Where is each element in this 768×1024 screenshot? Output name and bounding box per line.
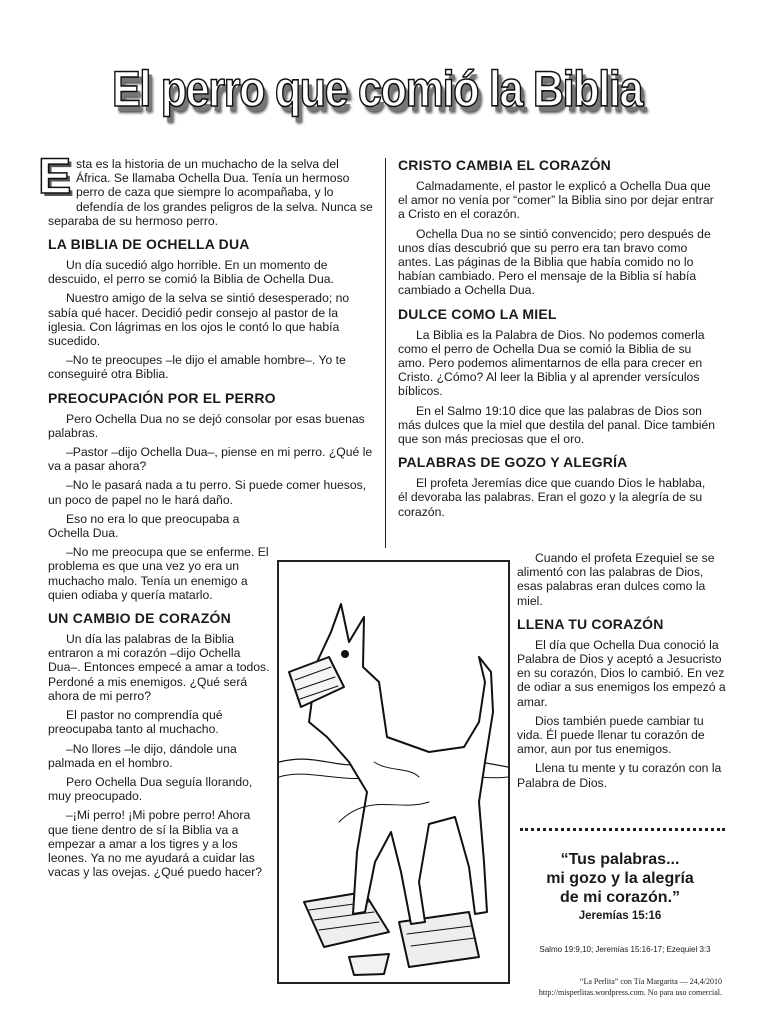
intro-paragraph [38,148,376,228]
paragraph: Dios también puede cambiar tu vida. Él puede llenar tu corazón de amor, aun por tus enemigos. [517,713,705,757]
paragraph: El pastor no comprendía qué preocupaba tanto al muchacho. [48,708,223,737]
quote-line: mi gozo y la alegría [546,870,694,887]
bible-quote [520,850,720,907]
paragraph: –No te preocupes –le dijo el amable hombre–. Yo te conseguiré otra Biblia. [48,353,346,382]
intro-text: sta es la historia de un muchacho de la selva del África. Se llamaba Ochella Dua. Tenía un hermoso perro de caza que siempre lo acompañaba, y lo defendía de los grandes peligros de la selva. Nunca se separaba de su hermoso perro. [48,157,373,228]
footer-url[interactable]: http://misperlitas.wordpress.com. No para uso comercial. [538,988,722,997]
heading-cambio-corazon: UN CAMBIO DE CORAZÓN [48,610,231,627]
scripture-references: Salmo 19:9,10; Jeremías 15:16-17; Ezequiel 3:3 [539,945,711,954]
column-right [398,157,718,524]
paragraph: Cuando el profeta Ezequiel se se alimentó con las palabras de Dios, esas palabras eran dulces como la miel. [517,551,715,608]
paragraph: –No llores –le dijo, dándole una palmada en el hombro. [48,741,237,770]
paragraph: Ochella Dua no se sintió convencido; pero después de unos días descubrió que su perro era tan bravo como antes. Las páginas de la Biblia que había comido no lo habían cambiado. Pero el mensaje de la Biblia sí había cambiado a Ochella Dua. [398,226,711,298]
paragraph: –No me preocupa que se enferme. El problema es que una vez yo era un muchacho malo. Tenía un enemigo a quien odiaba y quería matarlo. [48,545,269,602]
quote-line: de mi corazón.” [559,889,681,906]
paragraph: Nuestro amigo de la selva se sintió desesperado; no sabía qué hacer. Decidió pedir consejo al pastor de la iglesia. Con lágrimas en los ojos le contó lo que había sucedido. [48,291,350,349]
paragraph: –Pastor –dijo Ochella Dua–, piense en mi perro. ¿Qué le va a pasar ahora? [48,445,373,474]
paragraph: Llena tu mente y tu corazón con la Palabra de Dios. [517,761,722,790]
footer-line: “La Perlita” con Tía Margarita — 24,4/2010 [579,977,722,986]
paragraph: Un día sucedió algo horrible. En un momento de descuido, el perro se comió la Biblia de Ochella Dua. [48,258,334,287]
dotted-divider [520,828,725,831]
footer-credit [539,976,722,998]
paragraph: Pero Ochella Dua no se dejó consolar por esas buenas palabras. [48,411,365,440]
heading-gozo-alegria: PALABRAS DE GOZO Y ALEGRÍA [398,454,628,471]
page-title: El perro que comió la Biblia [112,61,643,117]
column-divider [385,158,386,548]
heading-dulce-miel: DULCE COMO LA MIEL [398,305,557,322]
heading-llena-corazon: LLENA TU CORAZÓN [517,615,664,632]
heading-cristo-cambia: CRISTO CAMBIA EL CORAZÓN [398,157,611,173]
heading-biblia-ochella: LA BIBLIA DE OCHELLA DUA [48,236,250,253]
paragraph: En el Salmo 19:10 dice que las palabras de Dios son más dulces que la miel que destila del panal. Dice también que son más preciosas que el oro. [398,403,716,447]
paragraph: –No le pasará nada a tu perro. Si puede comer huesos, un poco de papel no le hará daño. [48,478,367,507]
paragraph: La Biblia es la Palabra de Dios. No podemos comerla como el perro de Ochella Dua se comió la Biblia de su amo. Pero podemos alimentarnos de ella para crecer en Cristo. ¿Cómo? Al leer la Biblia y al aprender versículos bíblicos. [398,327,705,399]
column-lower-right [517,551,727,795]
dog-drawing [279,562,508,982]
paragraph: El día que Ochella Dua conoció la Palabra de Dios y aceptó a Jesucristo en su corazón, Dios lo cambió. En vez de odiar a sus enemigos los empezó a amar. [517,637,726,709]
paragraph: El profeta Jeremías dice que cuando Dios le hablaba, él devoraba las palabras. Eran el gozo y la alegría de su corazón. [398,476,706,519]
paragraph: Un día las palabras de la Biblia entraron a mi corazón –dijo Ochella Dua–. Entonces empecé a amar a todos. Perdoné a mis enemigos. ¿Qué será ahora de mi perro? [48,632,270,703]
quote-line: “Tus palabras... [560,851,680,868]
paragraph: Calmadamente, el pastor le explicó a Ochella Dua que el amor no venía por “comer” la Biblia sino por dejar entrar a Cristo en el corazón. [398,179,714,222]
drop-cap: E [38,148,72,204]
dog-with-bible-illustration [277,560,510,984]
paragraph: –¡Mi perro! ¡Mi pobre perro! Ahora que tiene dentro de sí la Biblia va a empezar a amar a los tigres y a los leones. Ya no me ayudará a cuidar las vacas y las ovejas. ¿Qué puedo hacer? [48,808,263,880]
paragraph: Eso no era lo que preocupaba a Ochella Dua. [48,511,240,541]
heading-preocupacion: PREOCUPACIÓN POR EL PERRO [48,389,276,406]
quote-reference: Jeremías 15:16 [578,910,662,922]
paragraph: Pero Ochella Dua seguía llorando, muy preocupado. [48,774,253,804]
